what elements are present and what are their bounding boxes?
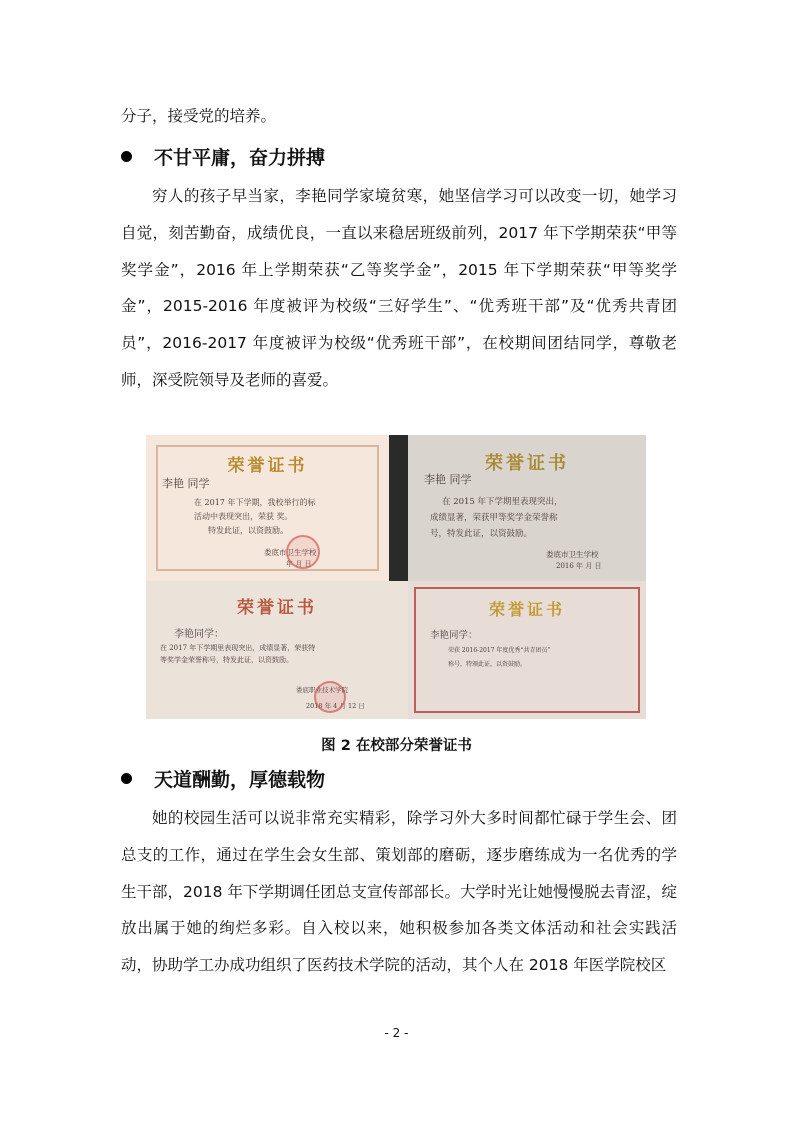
section-heading-1-text: 不甘平庸，奋力拼搏 (154, 147, 326, 169)
certificates-photo (146, 435, 646, 719)
certificate-4 (408, 581, 646, 719)
certificate-3-line: 娄底职业技术学院 (296, 686, 348, 694)
certificate-1-line: 特发此证，以资鼓励。 (208, 526, 288, 535)
certificate-3-line: 李艳同学： (174, 629, 224, 640)
certificate-2-line: 成绩显著，荣获甲等奖学金荣誉称 (430, 513, 558, 523)
certificate-3-line: 在 2017 年下学期里表现突出，成绩显著，荣获特 (160, 644, 316, 652)
certificate-3-line: 等奖学金荣誉称号，特发此证，以资鼓励。 (160, 656, 293, 664)
section-heading-2-text: 天道酬勤，厚德载物 (154, 769, 326, 791)
certificate-2-line: 2016 年 月 日 (556, 562, 602, 570)
section-1-paragraph: 穷人的孩子早当家，李艳同学家境贫寒，她坚信学习可以改变一切，她学习自觉，刻苦勤奋，成绩优良，一直以来稳居班级前列，2017 年下学期荣获“甲等奖学金”，2016 年上学期荣获“乙等奖学金”，2015 年下学期荣获“甲等奖学金”，2015-2016 年度被评为校级“三好学生”、“优秀班干部”及“优秀共青团员”，2016-2017 年度被评为校级“优秀班干部”，在校期间团结同学，尊敬老师，深受院领导及老师的喜爱。 (121, 187, 677, 389)
certificate-3 (146, 581, 408, 719)
certificate-1-line: 在 2017 年下学期，我校举行的标 (194, 498, 316, 507)
certificate-2-line: 号，特发此证，以资鼓励。 (430, 529, 533, 539)
bullet-icon (121, 151, 132, 162)
bullet-icon (121, 773, 132, 784)
certificate-1-title: 荣誉证书 (227, 456, 308, 476)
certificate-4-line: 荣获 2016-2017 年度优秀“共青团员” (448, 647, 551, 654)
certificate-2-title: 荣誉证书 (485, 453, 569, 474)
certificate-1 (146, 435, 389, 581)
section-heading-2 (121, 765, 325, 792)
seal-icon (286, 535, 320, 569)
certificate-2-line: 李艳 同学 (424, 473, 472, 486)
section-2-paragraph: 她的校园生活可以说非常充实精彩，除学习外大多时间都忙碌于学生会、团总支的工作，通过在学生会女生部、策划部的磨砺，逐步磨练成为一名优秀的学生干部，2018 年下学期调任团总支宣传部部长。大学时光让她慢慢脱去青涩，绽放出属于她的绚烂多彩。自入校以来，她积极参加各类文体活动和社会实践活动，协助学工办成功组织了医药技术学院的活动，其个人在 2018 年医学院校区 (121, 809, 677, 975)
certificate-2 (408, 435, 646, 581)
certificate-2-line: 娄底市卫生学校 (546, 550, 599, 559)
certificate-3-line: 2018 年 4 月 12 日 (306, 702, 365, 710)
certificate-1-line: 娄底市卫生学校 (264, 548, 317, 557)
certificate-3-title: 荣誉证书 (237, 598, 317, 618)
certificate-4-line: 称号，特颁此证，以资鼓励。 (448, 661, 527, 668)
certificate-2-line: 在 2015 年下学期里表现突出， (442, 497, 563, 507)
page-number: - 2 - (384, 1026, 409, 1040)
certificate-4-title: 荣誉证书 (488, 600, 565, 619)
top-line: 分子，接受党的培养。 (121, 107, 277, 125)
certificate-1-line: 活动中表现突出，荣获 奖。 (194, 512, 293, 521)
certificate-1-line: 年 月 日 (286, 560, 312, 568)
certificate-1-line: 李艳 同学 (162, 477, 210, 490)
figure-caption: 图 2 在校部分荣誉证书 (321, 738, 472, 754)
certificate-4-line: 李艳同学： (430, 630, 478, 641)
seal-icon (314, 681, 346, 713)
section-heading-1 (121, 143, 325, 170)
